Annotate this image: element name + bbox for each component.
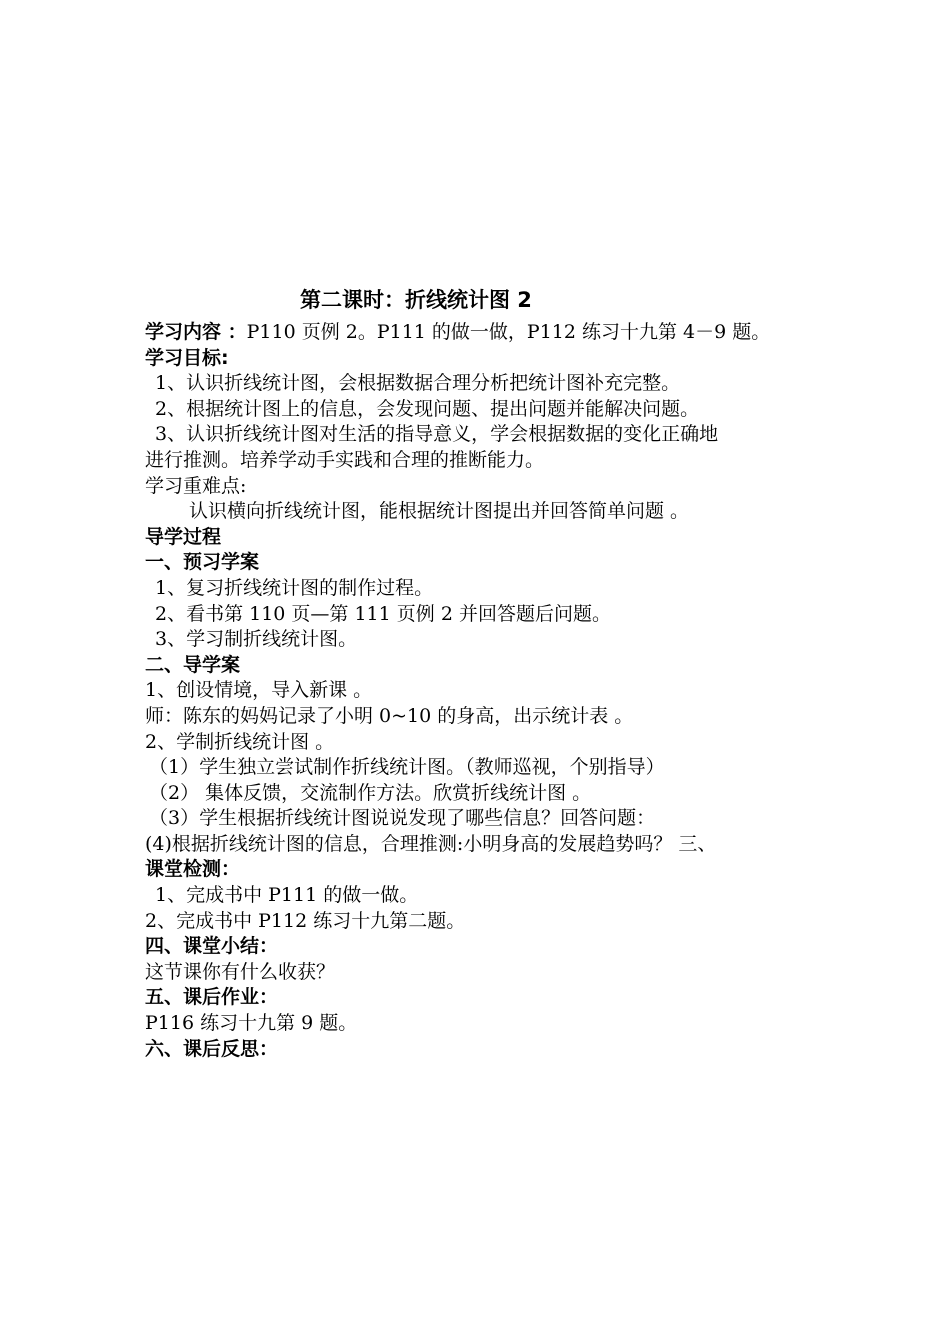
check-item: 2、完成书中 P112 练习十九第二题。	[145, 909, 466, 932]
process-heading: 导学过程	[145, 525, 222, 548]
preview-item: 3、学习制折线统计图。	[155, 628, 358, 651]
guide-line: 师：陈东的妈妈记录了小明 0~10 的身高，出示统计表 。	[145, 704, 634, 727]
key-heading: 学习重难点:	[145, 474, 247, 497]
goal-item: 1、认识折线统计图，会根据数据合理分析把统计图补充完整。	[155, 372, 681, 395]
content-text: P110 页例 2。P111 的做一做，P112 练习十九第 4－9 题。	[246, 321, 771, 343]
guide-line: （2） 集体反馈，交流制作方法。欣赏折线统计图 。	[149, 781, 592, 804]
preview-item: 1、复习折线统计图的制作过程。	[155, 576, 434, 599]
summary-text: 这节课你有什么收获？	[145, 960, 336, 983]
goal-item-continued: 进行推测。培养学动手实践和合理的推断能力。	[145, 448, 545, 471]
reflection-heading: 六、课后反思：	[145, 1037, 279, 1060]
guide-line: 2、学制折线统计图 。	[145, 730, 335, 753]
preview-heading: 一、预习学案	[145, 551, 260, 574]
summary-heading: 四、课堂小结：	[145, 935, 279, 958]
check-item: 1、完成书中 P111 的做一做。	[155, 884, 419, 907]
key-text: 认识横向折线统计图，能根据统计图提出并回答简单问题 。	[189, 500, 690, 523]
document-body	[145, 320, 835, 1062]
goal-item: 3、认识折线统计图对生活的指导意义，学会根据数据的变化正确地	[155, 423, 719, 446]
guide-line: （1）学生独立尝试制作折线统计图。（教师巡视，个别指导）	[149, 756, 665, 779]
homework-text: P116 练习十九第 9 题。	[145, 1012, 358, 1035]
guide-line: （3）学生根据折线统计图说说发现了哪些信息？回答问题：	[149, 807, 656, 830]
content-line	[145, 320, 835, 346]
guide-line: 1、创设情境，导入新课 。	[145, 679, 373, 702]
goals-heading: 学习目标:	[145, 346, 229, 369]
homework-heading: 五、课后作业：	[145, 986, 279, 1009]
guide-heading: 二、导学案	[145, 653, 241, 676]
check-heading: 课堂检测：	[145, 858, 241, 881]
goal-item: 2、根据统计图上的信息，会发现问题、提出问题并能解决问题。	[155, 397, 700, 420]
page-title: 第二课时：折线统计图 2	[300, 288, 532, 312]
preview-item: 2、看书第 110 页—第 111 页例 2 并回答题后问题。	[155, 602, 611, 625]
content-label: 学习内容 ：	[145, 321, 247, 343]
guide-line: (4)根据折线统计图的信息，合理推测:小明身高的发展趋势吗？ 三、	[145, 832, 717, 855]
